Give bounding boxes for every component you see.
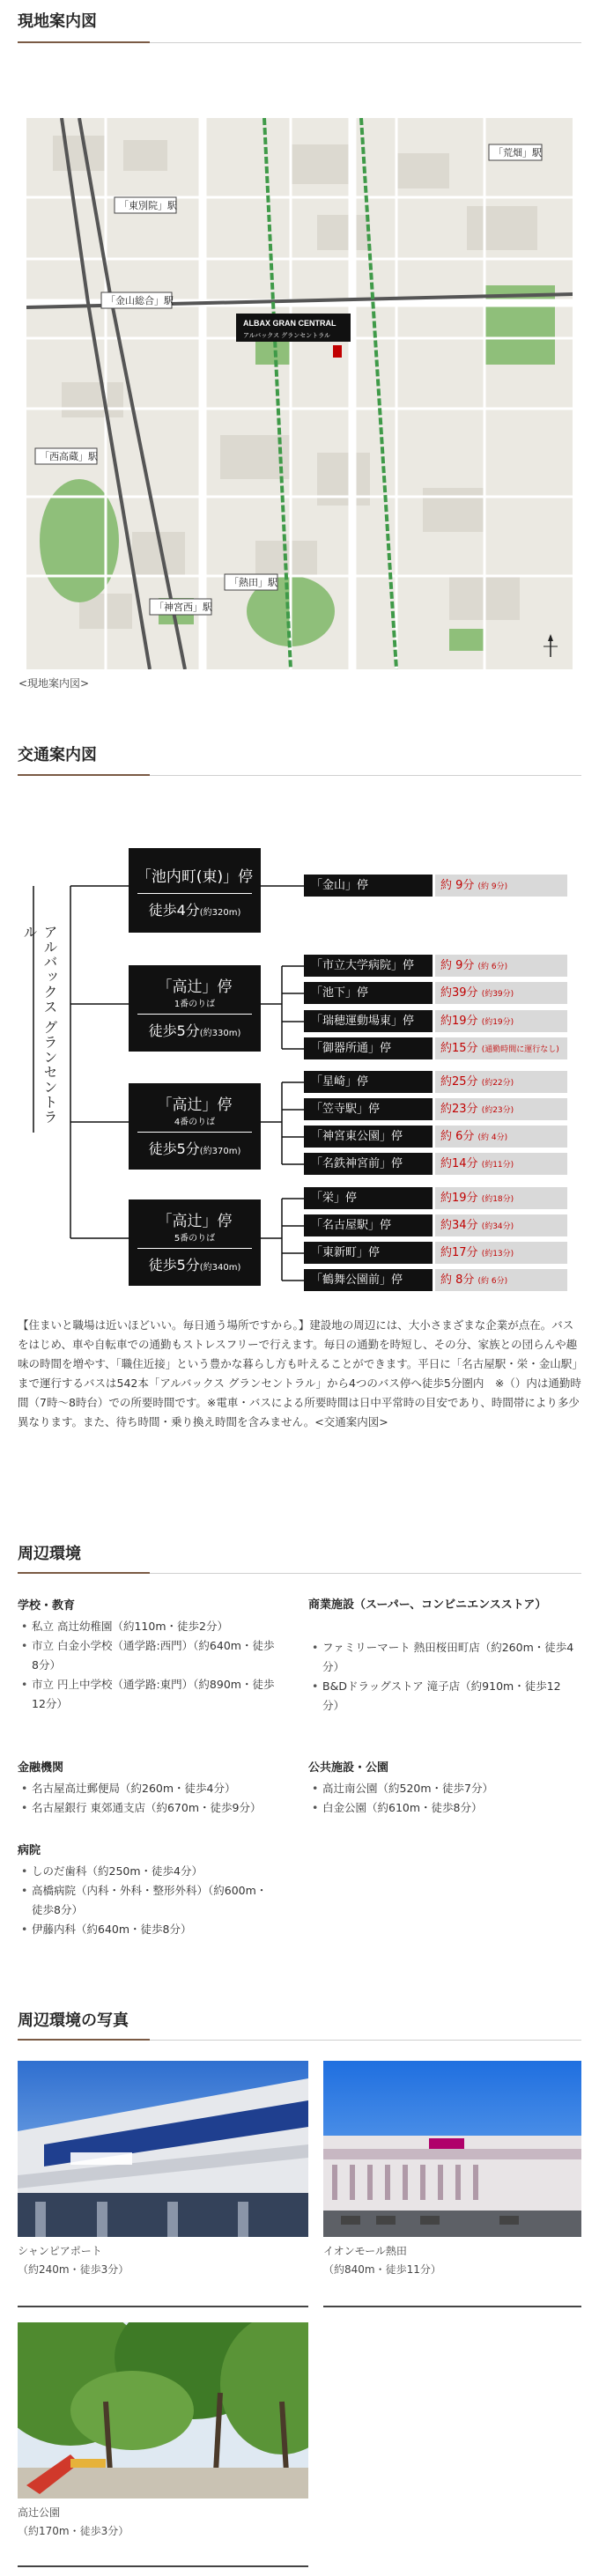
park-list (310, 1779, 574, 1818)
section-divider-accent (18, 2039, 150, 2041)
route-time: 約 6分 (約 4分) (435, 1126, 567, 1148)
list-item: • 伊藤内科（約640m・徒歩8分） (19, 1920, 275, 1939)
building-pin (333, 345, 342, 358)
stop-walk-time: 徒歩4分 (148, 902, 200, 919)
list-item: • 市立 白金小学校（通学路:西門）（約640m・徒歩8分） (19, 1636, 275, 1675)
bus-stop-takatsuji-1 (129, 965, 261, 1052)
category-bank: 金融機関 (18, 1761, 64, 1775)
stop-distance: (約330m) (199, 1029, 241, 1038)
route-destination: 「鶴舞公園前」停 (304, 1269, 433, 1291)
photos-section-title: 周辺環境の写真 (18, 2011, 129, 2030)
route-destination: 「栄」停 (304, 1187, 433, 1209)
route-time: 約 9分 (約 9分) (435, 875, 567, 897)
commerce-list (310, 1638, 574, 1716)
photo-divider (323, 2306, 581, 2307)
station-label: 「神宮西」駅 (154, 602, 212, 613)
list-item: • 名古屋銀行 東郊通支店（約670m・徒歩9分） (19, 1798, 284, 1818)
building-label-sub: アルバックス グランセントラル (243, 333, 330, 339)
section-divider-accent (18, 41, 150, 43)
location-map[interactable] (26, 118, 573, 669)
category-school: 学校・教育 (18, 1599, 76, 1613)
list-item: • 高橋病院（内科・外科・整形外科）（約600m・徒歩8分） (19, 1881, 275, 1920)
photo-name: 高辻公園 (18, 2506, 61, 2519)
hospital-list (19, 1862, 275, 1939)
route-destination: 「市立大学病院」停 (304, 955, 433, 977)
route-time: 約23分 (約23分) (435, 1098, 567, 1120)
station-label: 「熱田」駅 (229, 578, 277, 588)
stop-platform: 5番のりば (174, 1234, 216, 1244)
route-time: 約 9分 (約 6分) (435, 955, 567, 977)
bus-stop-takatsuji-4 (129, 1083, 261, 1170)
route-destination: 「東新町」停 (304, 1242, 433, 1264)
photo-shampia-port[interactable] (18, 2061, 308, 2237)
stop-name: 「高辻」停 (157, 1096, 233, 1114)
list-item: • 白金公園（約610m・徒歩8分） (310, 1798, 574, 1818)
stop-name: 「池内町(東)」停 (136, 868, 254, 886)
section-divider-accent (18, 1572, 150, 1574)
route-time: 約25分 (約22分) (435, 1071, 567, 1093)
station-label: 「荒畑」駅 (493, 148, 542, 159)
environment-section-title: 周辺環境 (18, 1545, 81, 1563)
list-item: • しのだ歯科（約250m・徒歩4分） (19, 1862, 275, 1881)
photo-aeon-mall[interactable] (323, 2061, 581, 2237)
station-label: 「金山総合」駅 (106, 296, 174, 306)
route-time: 約 8分 (約 6分) (435, 1269, 567, 1291)
route-destination: 「瑞穂運動場東」停 (304, 1010, 433, 1032)
stop-name: 「高辻」停 (157, 1213, 233, 1230)
traffic-description: 【住まいと職場は近いほどいい。毎日通う場所ですから。】建設地の周辺には、大小さまざまな企業が点在。バスをはじめ、車や自転車での通勤もストレスフリーで行えます。毎日の通勤を時短し、その分、家族との団らんや趣味の時間を増やす、「職住近接」という豊かな暮らし方も叶えることができます。平日に「名古屋駅・栄・金山駅」まで運行するバスは542本「アルバックス グランセントラル」から4つのバス停へ徒歩5分圏内 ※（）内は通勤時間（7時〜8時台）での所要時間です。※電車・バスによる所要時間は日中平常時の目安であり、時間帯により多少異なります。また、待ち時間・乗り換え時間を含みません。<交通案内図> (18, 1318, 583, 1428)
property-vertical-label: アルバックス グランセントラル (21, 925, 58, 1126)
list-item: • 高辻南公園（約520m・徒歩7分） (310, 1779, 574, 1798)
photo-divider (18, 2306, 308, 2307)
stop-platform: 4番のりば (174, 1118, 216, 1127)
list-item: • 私立 高辻幼稚園（約110m・徒歩2分） (19, 1617, 275, 1636)
stop-walk-time: 徒歩5分 (148, 1257, 200, 1273)
map-section-title: 現地案内図 (18, 12, 97, 31)
route-destination: 「御器所通」停 (304, 1037, 433, 1059)
list-item: • B&Dドラッグストア 滝子店（約910m・徒歩12分） (310, 1677, 574, 1716)
building-label: ALBAX GRAN CENTRAL (243, 319, 336, 328)
school-list (19, 1617, 275, 1714)
route-destination: 「名鉄神宮前」停 (304, 1153, 433, 1175)
stop-distance: (約320m) (199, 908, 241, 918)
category-park: 公共施設・公園 (308, 1761, 389, 1775)
photo-name: イオンモール熱田 (323, 2245, 407, 2257)
list-item: • 名古屋高辻郵便局（約260m・徒歩4分） (19, 1779, 284, 1798)
category-commerce: 商業施設（スーパー、コンビニエンスストア） (308, 1598, 547, 1612)
route-destination: 「池下」停 (304, 982, 433, 1004)
photo-distance: （約840m・徒歩11分） (323, 2263, 441, 2276)
route-time: 約39分 (約39分) (435, 982, 567, 1004)
photo-takatsuji-park[interactable] (18, 2322, 308, 2498)
stop-name: 「高辻」停 (157, 978, 233, 996)
station-label: 「西高蔵」駅 (40, 452, 98, 462)
map-graphic (26, 118, 573, 669)
stop-distance: (約340m) (199, 1263, 241, 1273)
photo-distance: （約240m・徒歩3分） (18, 2263, 129, 2276)
photo-distance: （約170m・徒歩3分） (18, 2525, 129, 2537)
list-item: • 市立 円上中学校（通学路:東門）（約890m・徒歩12分） (19, 1675, 275, 1714)
stop-walk-time: 徒歩5分 (148, 1022, 200, 1039)
bus-stop-takatsuji-5 (129, 1199, 261, 1286)
category-hospital: 病院 (18, 1844, 41, 1857)
list-item: • ファミリーマート 熱田桜田町店（約260m・徒歩4分） (310, 1638, 574, 1677)
stop-distance: (約370m) (199, 1147, 241, 1156)
route-time: 約19分 (約18分) (435, 1187, 567, 1209)
route-time: 約19分 (約19分) (435, 1010, 567, 1032)
route-destination: 「笠寺駅」停 (304, 1098, 433, 1120)
route-destination: 「名古屋駅」停 (304, 1214, 433, 1236)
photo-divider (18, 2565, 308, 2567)
photo-caption (323, 2242, 581, 2279)
route-destination: 「金山」停 (304, 875, 433, 897)
map-caption: <現地案内図> (18, 677, 90, 690)
bank-list (19, 1779, 284, 1818)
photo-caption (18, 2242, 308, 2279)
route-time: 約34分 (約34分) (435, 1214, 567, 1236)
stop-platform: 1番のりば (174, 1000, 216, 1009)
route-time: 約17分 (約13分) (435, 1242, 567, 1264)
section-divider-accent (18, 774, 150, 776)
bus-stop-ikeuchicho (129, 848, 261, 933)
photo-name: シャンピアポート (18, 2245, 102, 2257)
photo-caption (18, 2504, 308, 2541)
route-time: 約15分 (通勤時間に運行なし) (435, 1037, 567, 1059)
route-time: 約14分 (約11分) (435, 1153, 567, 1175)
stop-walk-time: 徒歩5分 (148, 1140, 200, 1157)
route-destination: 「神宮東公園」停 (304, 1126, 433, 1148)
station-label: 「東別院」駅 (119, 201, 177, 211)
traffic-section-title: 交通案内図 (18, 746, 97, 764)
route-destination: 「星崎」停 (304, 1071, 433, 1093)
